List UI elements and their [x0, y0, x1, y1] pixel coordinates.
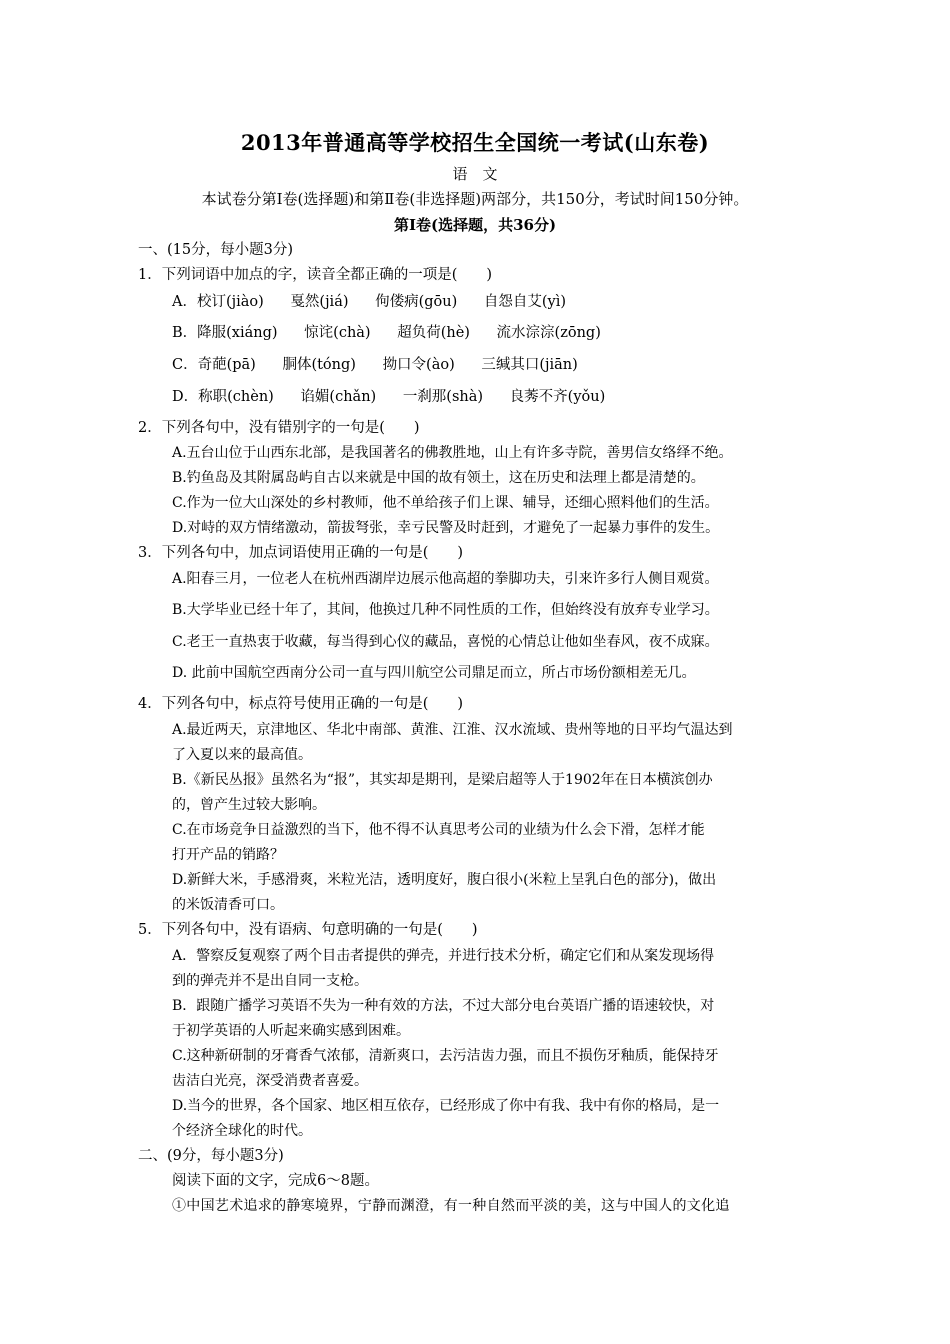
q4-stem: 4．下列各句中，标点符号使用正确的一句是( ) — [138, 696, 464, 712]
q5-option-a-line-1: A．警察反复观察了两个目击者提供的弹壳，并进行技术分析，确定它们和从案发现场得 — [172, 948, 715, 964]
q5-option-d-line-2: 个经济全球化的时代。 — [172, 1123, 312, 1139]
q4-option-b-line-1: B.《新民丛报》虽然名为“报”，其实却是期刊，是梁启超等人于1902年在日本横滨创办 — [172, 772, 713, 788]
q1-option-b — [172, 323, 601, 343]
q5-option-a-line-2: 到的弹壳并不是出自同一支枪。 — [172, 973, 368, 989]
q3-stem: 3．下列各句中，加点词语使用正确的一句是( ) — [138, 545, 464, 561]
passage-paragraph-1: ①中国艺术追求的静寒境界，宁静而渊澄，有一种自然而平淡的美，这与中国人的文化追 — [172, 1198, 730, 1214]
exam-title: 2013年普通高等学校招生全国统一考试(山东卷) — [240, 130, 710, 155]
q2-option-a: A.五台山位于山西东北部，是我国著名的佛教胜地，山上有许多寺院，善男信女络绎不绝。 — [172, 445, 733, 461]
exam-intro: 本试卷分第Ⅰ卷(选择题)和第Ⅱ卷(非选择题)两部分，共150分，考试时间150分钟。 — [201, 190, 749, 208]
q2-option-d: D.对峙的双方情绪激动，箭拔弩张，幸亏民警及时赶到，才避免了一起暴力事件的发生。 — [172, 520, 720, 536]
q1-option-c — [172, 355, 578, 375]
q5-option-b-line-1: B．跟随广播学习英语不失为一种有效的方法，不过大部分电台英语广播的语速较快，对 — [172, 998, 715, 1014]
q2-option-b: B.钓鱼岛及其附属岛屿自古以来就是中国的故有领土，这在历史和法理上都是清楚的。 — [172, 470, 705, 486]
q1-d-word-3: 一刹那(shà) — [402, 389, 484, 405]
q1-a-word-3: 佝偻病(gōu) — [375, 294, 458, 310]
q1-a-word-2: 戛然(jiá) — [290, 294, 349, 310]
q2-stem: 2．下列各句中，没有错别字的一句是( ) — [138, 420, 420, 436]
q1-b-word-4: 流水淙淙(zōng) — [496, 325, 601, 341]
q5-option-c-line-1: C.这种新研制的牙膏香气浓郁，清新爽口，去污洁齿力强，而且不损伤牙釉质，能保持牙 — [172, 1048, 719, 1064]
q2-option-c: C.作为一位大山深处的乡村教师，他不单给孩子们上课、辅导，还细心照料他们的生活。 — [172, 495, 719, 511]
q1-b-word-2: 惊诧(chà) — [304, 325, 371, 341]
q1-option-a — [172, 292, 566, 312]
q1-c-word-3: 拗口令(ào) — [382, 357, 455, 373]
q4-option-b-line-2: 的，曾产生过较大影响。 — [172, 797, 326, 813]
volume-one-heading: 第Ⅰ卷(选择题，共36分) — [393, 216, 557, 234]
q4-option-d-line-2: 的米饭清香可口。 — [172, 897, 284, 913]
q5-option-c-line-2: 齿洁白光亮，深受消费者喜爱。 — [172, 1073, 368, 1089]
section-two-heading: 二、(9分，每小题3分) — [138, 1148, 284, 1164]
q5-option-b-line-2: 于初学英语的人听起来确实感到困难。 — [172, 1023, 410, 1039]
q4-option-c-line-1: C.在市场竞争日益激烈的当下，他不得不认真思考公司的业绩为什么会下滑，怎样才能 — [172, 822, 705, 838]
q1-b-word-1: B．降服(xiáng) — [172, 325, 278, 341]
q3-option-c: C.老王一直热衷于收藏，每当得到心仪的藏品，喜悦的心情总让他如坐春风，夜不成寐。 — [172, 634, 719, 650]
q1-option-d — [172, 387, 605, 407]
q5-stem: 5．下列各句中，没有语病、句意明确的一句是( ) — [138, 922, 478, 938]
q4-option-a-line-1: A.最近两天，京津地区、华北中南部、黄淮、江淮、汉水流域、贵州等地的日平均气温达到 — [172, 722, 733, 738]
q1-a-word-4: 自怨自艾(yì) — [483, 294, 567, 310]
exam-subject: 语 文 — [452, 165, 498, 183]
q3-option-a: A.阳春三月，一位老人在杭州西湖岸边展示他高超的拳脚功夫，引来许多行人侧目观赏。 — [172, 571, 719, 587]
section-one-heading: 一、(15分，每小题3分) — [138, 242, 293, 258]
q1-b-word-3: 超负荷(hè) — [397, 325, 470, 341]
q1-d-word-1: D．称职(chèn) — [172, 389, 274, 405]
q1-d-word-4: 良莠不齐(yǒu) — [509, 389, 606, 405]
section-two-instruction: 阅读下面的文字，完成6～8题。 — [172, 1173, 379, 1189]
q3-option-d: D. 此前中国航空西南分公司一直与四川航空公司鼎足而立，所占市场份额相差无几。 — [172, 665, 696, 681]
q4-option-d-line-1: D.新鲜大米，手感滑爽，米粒光洁，透明度好，腹白很小(米粒上呈乳白色的部分)，做出 — [172, 872, 717, 888]
q4-option-c-line-2: 打开产品的销路？ — [172, 847, 284, 863]
q1-c-word-2: 胴体(tóng) — [282, 357, 356, 373]
q3-option-b: B.大学毕业已经十年了，其间，他换过几种不同性质的工作，但始终没有放弃专业学习。 — [172, 602, 719, 618]
q1-stem: 1．下列词语中加点的字，读音全都正确的一项是( ) — [138, 267, 493, 283]
q1-c-word-1: C．奇葩(pā) — [172, 357, 256, 373]
q1-d-word-2: 谄媚(chǎn) — [300, 389, 377, 405]
q5-option-d-line-1: D.当今的世界，各个国家、地区相互依存，已经形成了你中有我、我中有你的格局，是一 — [172, 1098, 720, 1114]
q1-a-word-1: A．校订(jiào) — [172, 294, 264, 310]
q1-c-word-4: 三缄其口(jiān) — [481, 357, 578, 373]
q4-option-a-line-2: 了入夏以来的最高值。 — [172, 747, 312, 763]
